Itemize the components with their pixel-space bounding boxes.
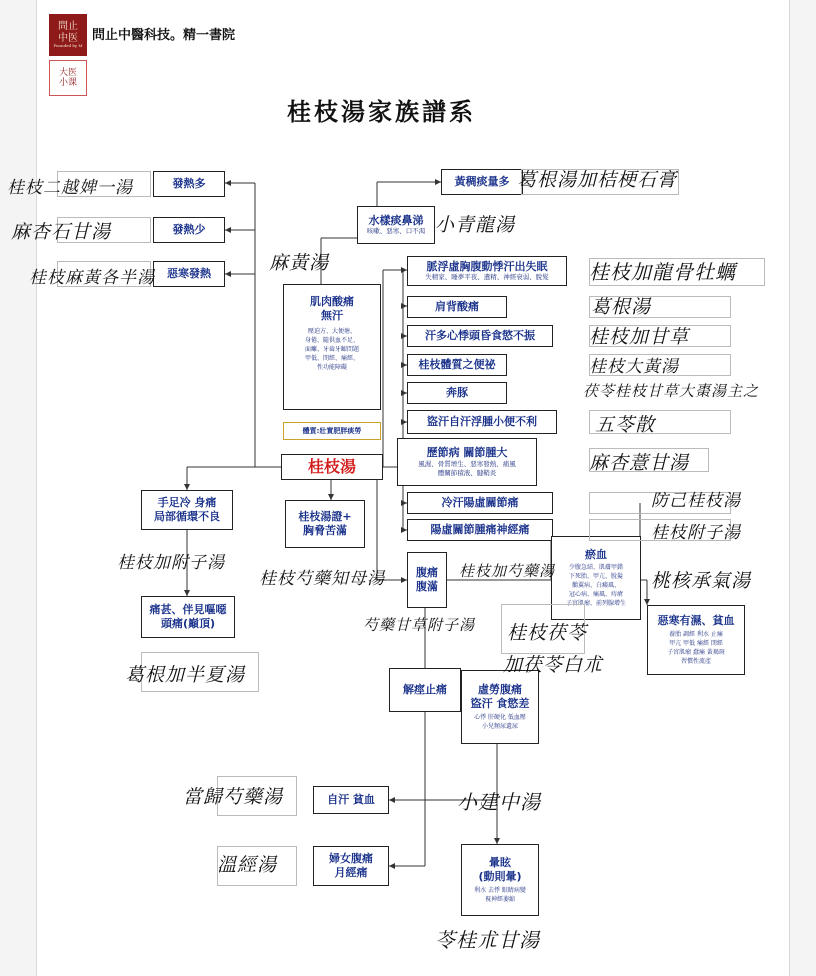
node-muscle-title: 肌肉酸痛: [310, 295, 354, 308]
node-pulse: [407, 256, 567, 286]
logo-line-1: 問止: [58, 21, 78, 33]
node-chill-fever: [153, 261, 225, 287]
node-joint-label: 歷節病 關節腫大: [426, 446, 508, 460]
node-dizzy-sub-1: 利水 去悸 眼睛病變: [474, 886, 526, 894]
node-dizzy-label: 暈眩: [489, 856, 511, 870]
node-cold-damp-sub-2: 甲亢 甲低 痛經 閉經: [669, 639, 723, 647]
handwritten-note: 桂枝麻黃各半湯: [29, 268, 155, 288]
node-joint-sub-2: 體關節積液、腱鞘炎: [437, 468, 497, 477]
node-dizzy: [461, 844, 539, 916]
node-cold-sweat: [407, 492, 553, 514]
handwritten-note: 加茯苓白朮: [503, 654, 604, 676]
node-fever-less-label: 發熱少: [172, 223, 206, 237]
node-body-type-label: 體質:壯實肥胖痰勞: [302, 426, 362, 435]
handwritten-note: 桂枝芍藥知母湯: [259, 569, 385, 589]
node-women-line1: 婦女腹痛: [329, 852, 373, 866]
node-fever-more: [153, 171, 225, 197]
node-stasis-label: 瘀血: [585, 547, 607, 561]
brand-name: 問止中醫科技。精一書院: [92, 28, 236, 43]
node-muscle-title2: 無汗: [321, 308, 343, 322]
handwritten-note: 麻杏薏甘湯: [589, 452, 690, 474]
node-fatigue-label: 虛勞腹痛: [478, 683, 522, 697]
node-headache: [141, 596, 235, 638]
handwritten-note: 桂枝二越婢一湯: [7, 178, 133, 198]
node-chill-fever-label: 惡寒發熱: [167, 267, 211, 281]
handwritten-note: 葛根湯: [591, 296, 652, 318]
node-spont-sweat-label: 盜汗自汗浮腫小便不利: [427, 415, 537, 429]
node-anemia: [313, 786, 389, 814]
handwritten-note: 苓桂朮甘湯: [435, 928, 540, 952]
node-stasis-sub-3: 鵝翼病、白癜風、: [571, 582, 620, 590]
node-pulse-sub: 失精家、睡夢平夜、遺精、神經衰弱、脫髮: [425, 273, 549, 282]
document-page: [7, 0, 790, 976]
handwritten-note: 葛根湯加桔梗石膏: [517, 169, 678, 191]
node-gzt-line2: 胸脅苦滿: [303, 524, 347, 537]
node-sweat-phlegm: [441, 169, 523, 195]
node-fatigue-sub-1: 心悸 肝硬化 低血壓: [474, 713, 526, 721]
handwritten-note: 五苓散: [595, 414, 656, 436]
handwritten-note: 桃核承氣湯: [651, 570, 752, 592]
node-cold-damp-sub-4: 習慣性流產: [680, 657, 711, 665]
handwritten-note: 桂枝附子湯: [651, 523, 741, 543]
node-head-line2: 頭痛(巔頂): [160, 617, 216, 630]
logo2-line-1: 大医: [58, 67, 77, 78]
node-pulse-label: 脈浮虛胸腹動悸汗出失眠: [426, 259, 548, 273]
node-yang-def-label: 陽虛關節腫痛神經痛: [430, 523, 530, 537]
node-abdomen-line2: 腹滿: [416, 580, 438, 593]
node-sweat-palp: [407, 325, 553, 347]
node-head-line1: 痛甚、伴見嘔噁: [149, 603, 227, 617]
logo2-line-2: 小课: [58, 78, 77, 88]
node-limbs-line2: 局部循環不良: [154, 510, 220, 523]
handwritten-note: 桂枝加龍骨牡蠣: [589, 260, 736, 284]
handwritten-note: 桂枝加附子湯: [117, 553, 225, 573]
node-dizzy-sub-2: 視神經萎縮: [484, 895, 515, 903]
node-body-type: [283, 422, 381, 440]
node-relieve-label: 解痙止痛: [403, 683, 447, 697]
node-gzt-line1: 桂枝湯證+: [298, 510, 352, 524]
node-fever-less: [153, 217, 225, 243]
node-water-phlegm-label: 水樣痰鼻涕: [368, 213, 424, 227]
node-stasis-sub-4: 冠心病、痛風、痔瘡: [568, 591, 623, 599]
handwritten-note: 桂枝大黃湯: [589, 357, 679, 377]
node-muscle-sub-3: 面癱、牙齒牙齦問題: [304, 345, 359, 353]
node-water-phlegm-sub: 咳嗽、惡寒、口不渴: [366, 227, 426, 236]
logo-line-2: 中医: [58, 32, 78, 44]
node-sweat-phlegm-label: 黃稠痰量多: [454, 175, 510, 189]
node-joint-sub-1: 風濕、骨質增生、惡寒發熱、痛風: [418, 460, 516, 469]
handwritten-note: 桂枝加甘草: [589, 326, 690, 348]
node-constipation: [407, 354, 507, 376]
handwritten-note: 當歸芍藥湯: [183, 786, 284, 808]
node-cold-damp: [647, 605, 745, 675]
node-abdomen-line1: 腹痛: [416, 566, 438, 580]
handwritten-note: 桂枝加芍藥湯: [459, 562, 556, 580]
node-anemia-label: 自汗 貧血: [327, 793, 375, 807]
handwritten-note: 桂枝茯苓: [507, 622, 588, 644]
node-fatigue-label2: 盜汗 食慾差: [470, 697, 530, 710]
node-stasis-sub-5: 子宮肌瘤、前列腺增生: [565, 600, 626, 608]
node-fever-more-label: 發熱多: [172, 177, 206, 191]
node-limbs-line1: 手足冷 身痛: [157, 496, 217, 510]
node-gzt-syndrome: [285, 500, 365, 548]
node-abdomen: [407, 552, 447, 608]
node-dizzy-label2: (動則暈): [478, 870, 522, 883]
node-shoulder: [407, 296, 507, 318]
node-limbs: [141, 490, 233, 530]
node-water-phlegm: [357, 206, 435, 244]
node-cold-damp-sub-3: 子宮肌瘤 蠢痛 黃褐斑: [667, 648, 725, 656]
handwritten-note: 麻黃湯: [269, 252, 330, 274]
node-muscle-sub-5: 性功能障礙: [316, 363, 347, 371]
node-muscle-sub-1: 壓迫方、大便塘、: [307, 327, 356, 335]
node-yang-def: [407, 519, 553, 541]
node-running-pig-label: 奔豚: [446, 386, 468, 400]
node-women: [313, 846, 389, 886]
handwritten-note: 麻杏石甘湯: [11, 221, 112, 243]
node-shoulder-label: 肩背酸痛: [435, 300, 479, 314]
node-cold-damp-sub-1: 養胎 調經 利水 止痛: [669, 630, 723, 638]
node-running-pig: [407, 382, 507, 404]
node-stasis-sub-1: 少腹急結、肌膚甲錯: [568, 564, 623, 572]
node-guizhi-tang: [281, 454, 383, 480]
node-sweat-palp-label: 汗多心悸頭昏食慾不振: [425, 329, 535, 343]
node-fatigue: [461, 670, 539, 744]
handwritten-note: 小青龍湯: [435, 214, 516, 236]
node-joint: [397, 438, 537, 486]
node-constipation-label: 桂枝體質之便祕: [418, 358, 496, 372]
node-women-line2: 月經痛: [334, 866, 368, 879]
handwritten-note: 溫經湯: [217, 854, 278, 876]
handwritten-note: 茯苓桂枝甘草大棗湯主之: [583, 382, 760, 400]
handwritten-note: 葛根加半夏湯: [125, 664, 246, 686]
node-stasis-sub-2: 下死胎、甲亢、脫髮: [568, 573, 623, 581]
node-fatigue-sub-2: 小兒頻尿遺尿: [481, 722, 518, 730]
node-cold-sweat-label: 冷汗陽虛關節痛: [441, 496, 519, 510]
node-muscle-sub-2: 身倦、隨供血不足、: [304, 336, 359, 344]
node-muscle-sub-4: 甲低、閉經、痛經、: [304, 354, 359, 362]
page-title: 桂枝湯家族譜系: [287, 97, 476, 126]
node-relieve: [389, 668, 461, 712]
logo-small: Founded by M: [53, 43, 83, 49]
node-cold-damp-label: 惡寒有濕、貧血: [657, 614, 735, 628]
center-label: 桂枝湯: [307, 457, 356, 476]
handwritten-note: 芍藥甘草附子湯: [363, 616, 476, 634]
handwritten-note: 小建中湯: [457, 790, 541, 814]
handwritten-note: 防己桂枝湯: [651, 491, 741, 511]
node-muscle-pain: [283, 284, 381, 410]
node-spont-sweat: [407, 410, 557, 434]
